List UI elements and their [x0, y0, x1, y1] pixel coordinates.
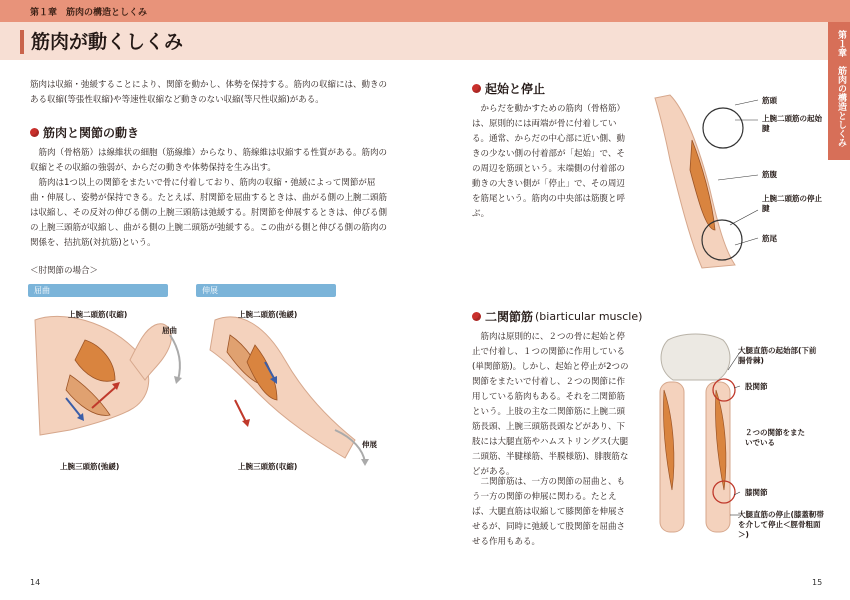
legs-skeleton-illustration: [648, 330, 743, 560]
section3-heading-english: (biarticular muscle): [535, 310, 643, 323]
hip-joint-label: 股関節: [745, 382, 768, 391]
chapter-side-tab[interactable]: [828, 22, 850, 160]
muscle-tail-label: 筋尾: [762, 234, 777, 243]
muscle-belly-label: 筋腹: [762, 170, 777, 179]
upper-arm-illustration: [640, 90, 750, 270]
biceps-origin-tendon-label: 上腕二頭筋の起始腱: [762, 114, 822, 133]
flexion-biceps-label: 上腕二頭筋(収縮): [68, 310, 128, 319]
extension-biceps-label: 上腕二頭筋(弛緩): [238, 310, 298, 319]
two-joints-label: ２つの関節をまたいでいる: [745, 428, 805, 447]
section3-heading-text: 二関節筋: [485, 310, 534, 324]
flexion-motion-label: 屈曲: [162, 326, 177, 335]
pelvis: [661, 334, 730, 380]
bullet-icon: [30, 128, 39, 137]
intro-paragraph: 筋肉は収縮・弛緩することにより、関節を動かし、体勢を保持する。筋肉の収縮には、動きのある収縮(等張性収縮)や等速性収縮など動きのない収縮(等尺性収縮)がある。: [30, 80, 388, 105]
section2-heading: [472, 80, 545, 97]
section1-paragraph-2: 筋肉は1つ以上の関節をまたいで骨に付着しており、筋肉の収縮・弛緩によって関節が屈曲・伸展し、姿勢が保持できる。たとえば、肘関節を屈曲するときは、曲がる側の上腕二頭筋は収縮し、その反対の伸びる側の上腕三頭筋は弛緩する。肘関節を伸展するときは、伸びる側の上腕三頭筋が収縮し、曲がる側の上腕二頭筋が弛緩する。この曲がる側と伸びる側の筋肉の関係を、拮抗筋(対抗筋)という。: [30, 178, 388, 248]
rectus-femoris-insertion-label: 大腿直筋の停止(膝蓋靭帯を介して停止＜脛骨粗面＞): [738, 510, 824, 539]
bullet-icon: [472, 312, 481, 321]
extension-triceps-label: 上腕三頭筋(収縮): [238, 462, 298, 471]
section1-heading-text: 筋肉と関節の動き: [43, 126, 140, 140]
page-title: 筋肉が動くしくみ: [31, 31, 184, 53]
section3-heading: [472, 308, 642, 325]
section1-paragraph-1: 筋肉（骨格筋）は線維状の細胞（筋線維）からなり、筋線維は収縮する性質がある。筋肉の収縮とその収縮の強弱が、からだの動きや体勢保持を生み出す。: [30, 148, 388, 173]
bullet-icon: [472, 84, 481, 93]
biceps-insertion-tendon-label: 上腕二頭筋の停止腱: [762, 194, 822, 213]
section2-paragraph: からだを動かすための筋肉（骨格筋）は、原則的には両端が骨に付着している。通常、からだの中心部に近い側、動きの少ない側の付着部が「起始」で、その周辺を筋頭という。末端側の付着部の動きの大きい側が「停止」で、その周辺を筋尾という。筋肉の中央部は筋腹と呼ぶ。: [472, 104, 626, 219]
rectus-femoris-origin-label: 大腿直筋の起始部(下前腸骨棘): [738, 346, 817, 365]
elbow-case-caption: ＜肘関節の場合＞: [30, 266, 99, 276]
title-accent: [20, 30, 24, 54]
flexion-triceps-label: 上腕三頭筋(弛緩): [60, 462, 120, 471]
flexion-motion-arrow: [170, 335, 180, 380]
section1-heading: [30, 124, 139, 141]
flexion-tag: 屈曲: [28, 284, 168, 297]
knee-joint-label: 膝関節: [745, 488, 768, 497]
section2-heading-text: 起始と停止: [485, 82, 546, 96]
section3-paragraph-1: 筋肉は原則的に、２つの骨に起始と停止で付着し、１つの関節に作用している(単関節筋)。しかし、起始と停止が2つの関節をまたいで付着し、２つの関節に作用している筋肉もある。それを二関節筋という。上肢の主な二関節筋に上腕二頭筋長頭、上腕三頭筋長頭などがあり、下肢には大腿直筋やハムストリングス(大腿二頭筋、半腱様筋、半膜様筋)、腓腹筋などがある。: [472, 332, 629, 477]
elbow-extension-illustration: [205, 300, 375, 470]
page-number-left: 14: [30, 578, 41, 587]
page-number-right: 15: [812, 578, 823, 587]
chapter-label: 第１章 筋肉の構造としくみ: [30, 8, 148, 18]
extension-motion-label: 伸展: [362, 440, 377, 449]
side-tab-label: 第１章 筋肉の構造としくみ: [836, 30, 846, 147]
muscle-head-label: 筋頭: [762, 96, 777, 105]
origin-highlight-circle: [703, 108, 743, 148]
section3-paragraph-2: 二関節筋は、一方の関節の屈曲と、もう一方の関節の伸展に関わる。たとえば、大腿直筋は収縮して膝関節を伸展させるが、同時に弛緩して股関節を屈曲させる作用もある。: [472, 477, 626, 547]
extension-tag: 伸展: [196, 284, 336, 297]
